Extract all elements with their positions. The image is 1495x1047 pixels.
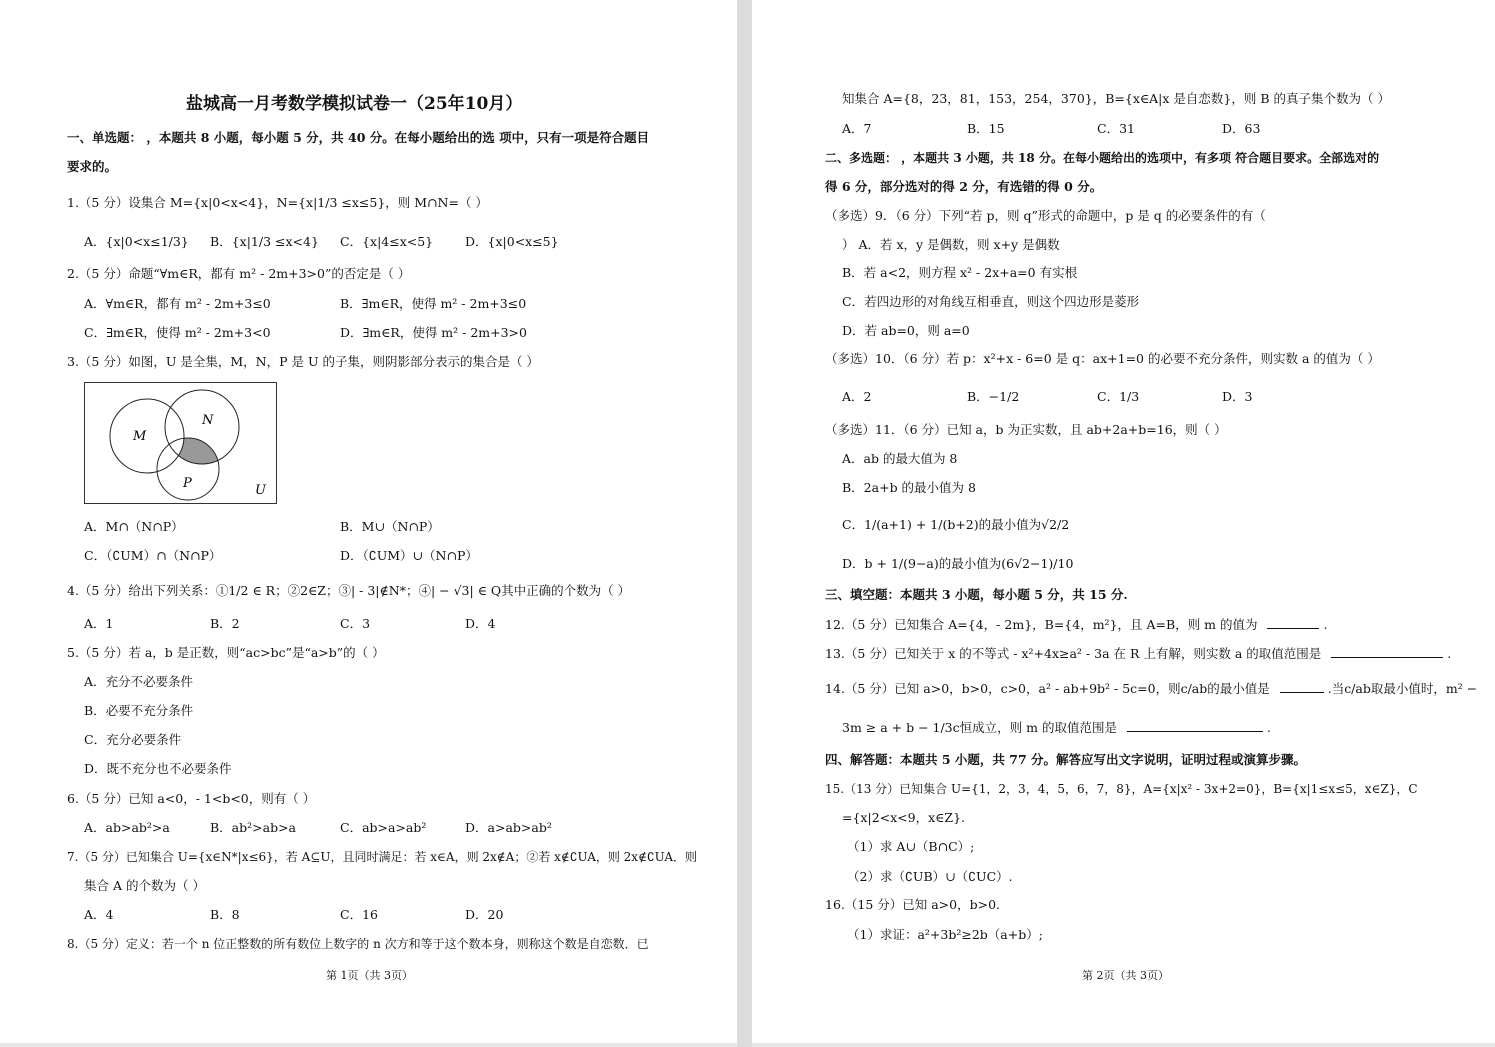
q1-option-b: B．{x|1/3 ≤x<4} [210, 234, 319, 249]
question-12: 12.（5 分）已知集合 A={4，- 2m}，B={4，m²}，且 A=B，则 m 的值为 . [825, 617, 1328, 632]
section4-heading: 四、解答题：本题共 5 小题，共 77 分。解答应写出文字说明，证明过程或演算步骤。 [825, 752, 1307, 767]
question-11: （多选）11．（6 分）已知 a，b 为正实数，且 ab+2a+b=16，则（ ） [825, 422, 1227, 437]
question-9: （多选）9．（6 分）下列“若 p，则 q”形式的命题中，p 是 q 的必要条件的有（ [825, 208, 1266, 223]
q7-option-c: C．16 [340, 907, 378, 922]
question-8: 8.（5 分）定义：若一个 n 位正整数的所有数位上数字的 n 次方和等于这个数本身，则称这个数是自恋数．已 [67, 937, 649, 951]
q2-option-b: B．∃m∈R，使得 m² - 2m+3≤0 [340, 296, 527, 311]
q11-option-a: A．ab 的最大值为 8 [842, 451, 958, 466]
question-15-cont: ={x|2<x<9，x∈Z}. [842, 810, 966, 825]
question-2: 2.（5 分）命题“∀m∈R，都有 m² - 2m+3>0”的否定是（ ） [67, 266, 411, 281]
q11-option-c: C．1/(a+1) + 1/(b+2)的最小值为√2/2 [842, 517, 1070, 532]
venn-label-p: P [183, 476, 192, 491]
q6-option-b: B．ab²>ab>a [210, 820, 297, 835]
q14-answer-blank-2[interactable] [1127, 719, 1263, 732]
question-13: 13.（5 分）已知关于 x 的不等式 - x²+4x≥a² - 3a 在 R 上有解，则实数 a 的取值范围是 . [825, 646, 1452, 661]
q7-option-d: D．20 [465, 907, 504, 922]
venn-label-u: U [255, 483, 266, 498]
page-footer-2: 第 2页（共 3页） [1082, 969, 1169, 982]
section2-heading: 二、多选题： ，本题共 3 小题，共 18 分。在每小题给出的选项中，有多项 符合题目要求。全部选对的 [825, 151, 1380, 165]
question-12-text: 12.（5 分）已知集合 A={4，- 2m}，B={4，m²}，且 A=B，则 m 的值为 [825, 617, 1258, 632]
q9-option-a: ） A．若 x，y 是偶数，则 x+y 是偶数 [842, 237, 1060, 252]
q14-answer-blank-1[interactable] [1280, 680, 1324, 693]
question-14-cont-text: 3m ≥ a + b − 1/3c恒成立，则 m 的取值范围是 [842, 720, 1117, 735]
question-7: 7.（5 分）已知集合 U={x∈N*|x≤6}，若 A⊆U，且同时满足：若 x∈A，则 2x∉A；②若 x∉∁UA，则 2x∉∁UA．则 [67, 850, 698, 864]
q11-option-d: D．b + 1/(9−a)的最小值为(6√2−1)/10 [842, 556, 1074, 571]
q8-option-a: A．7 [842, 121, 872, 136]
q5-option-d: D．既不充分也不必要条件 [84, 761, 232, 776]
q15-part-1: （1）求 A∪（B∩C）; [847, 839, 975, 854]
section1-heading-cont: 要求的。 [67, 159, 118, 174]
question-13-text: 13.（5 分）已知关于 x 的不等式 - x²+4x≥a² - 3a 在 R 上有解，则实数 a 的取值范围是 [825, 646, 1322, 661]
question-10: （多选）10．（6 分）若 p：x²+x - 6=0 是 q：ax+1=0 的必要不充分条件，则实数 a 的值为（ ） [825, 351, 1380, 366]
q2-option-c: C．∃m∈R，使得 m² - 2m+3<0 [84, 325, 271, 340]
section2-heading-cont: 得 6 分，部分选对的得 2 分，有选错的得 0 分。 [825, 179, 1103, 194]
question-14-cont: 3m ≥ a + b − 1/3c恒成立，则 m 的取值范围是 . [842, 720, 1271, 735]
question-14-mid: .当c/ab取最小值时，m² − [1327, 681, 1478, 696]
q4-option-a: A．1 [84, 616, 114, 631]
q7-option-a: A．4 [84, 907, 114, 922]
question-8-cont: 知集合 A={8，23，81，153，254，370}，B={x∈A|x 是自恋数}，则 B 的真子集个数为（ ） [842, 91, 1390, 106]
section3-heading: 三、填空题：本题共 3 小题，每小题 5 分，共 15 分. [825, 587, 1128, 602]
venn-label-m: M [133, 429, 147, 444]
q7-option-b: B．8 [210, 907, 240, 922]
question-1: 1.（5 分）设集合 M={x|0<x<4}，N={x|1/3 ≤x≤5}，则 M∩N=（ ） [67, 195, 488, 210]
q8-option-c: C．31 [1097, 121, 1135, 136]
q4-option-b: B．2 [210, 616, 240, 631]
q6-option-d: D．a>ab>ab² [465, 820, 552, 835]
venn-svg [85, 383, 276, 503]
page-gutter [737, 0, 752, 1047]
question-3: 3.（5 分）如图，U 是全集，M，N，P 是 U 的子集，则阴影部分表示的集合是（ ） [67, 354, 539, 369]
venn-label-n: N [202, 413, 214, 428]
q5-option-a: A．充分不必要条件 [84, 674, 194, 689]
q8-option-b: B．15 [967, 121, 1005, 136]
venn-diagram [84, 382, 277, 504]
q9-option-d: D．若 ab=0，则 a=0 [842, 323, 970, 338]
q4-option-c: C．3 [340, 616, 371, 631]
q6-option-a: A．ab>ab²>a [84, 820, 170, 835]
q6-option-c: C．ab>a>ab² [340, 820, 427, 835]
question-16: 16.（15 分）已知 a>0，b>0. [825, 897, 1001, 912]
q4-option-d: D．4 [465, 616, 496, 631]
document-page-2 [752, 0, 1495, 1043]
question-5: 5.（5 分）若 a，b 是正数，则“ac>bc”是“a>b”的（ ） [67, 645, 385, 660]
q10-option-c: C．1/3 [1097, 389, 1140, 404]
q1-option-c: C．{x|4≤x<5} [340, 234, 434, 249]
q10-option-d: D．3 [1222, 389, 1253, 404]
question-14 [825, 680, 1477, 697]
q1-option-a: A．{x|0<x≤1/3} [84, 234, 189, 249]
document-page-1 [0, 0, 737, 1043]
q1-option-d: D．{x|0<x≤5} [465, 234, 559, 249]
q2-option-d: D．∃m∈R，使得 m² - 2m+3>0 [340, 325, 527, 340]
section1-heading: 一、单选题： ，本题共 8 小题，每小题 5 分，共 40 分。在每小题给出的选 项中，只有一项是符合题目 [67, 130, 650, 145]
question-6: 6.（5 分）已知 a<0，- 1<b<0，则有（ ） [67, 791, 316, 806]
q3-option-d: D．（∁UM）∪（N∩P） [340, 548, 478, 563]
q5-option-b: B．必要不充分条件 [84, 703, 194, 718]
question-7-cont: 集合 A 的个数为（ ） [84, 878, 205, 893]
q10-option-a: A．2 [842, 389, 872, 404]
q3-option-b: B．M∪（N∩P） [340, 519, 440, 534]
q9-option-c: C．若四边形的对角线互相垂直，则这个四边形是菱形 [842, 294, 1140, 309]
q5-option-c: C．充分必要条件 [84, 732, 182, 747]
q2-option-a: A．∀m∈R，都有 m² - 2m+3≤0 [84, 296, 271, 311]
question-4: 4.（5 分）给出下列关系：①1/2 ∈ R；②2∈Z；③| - 3|∉N*；④| − √3| ∈ Q其中正确的个数为（ ） [67, 583, 631, 598]
q11-option-b: B．2a+b 的最小值为 8 [842, 480, 976, 495]
page-footer-1: 第 1页（共 3页） [326, 969, 413, 982]
q3-option-a: A．M∩（N∩P） [84, 519, 184, 534]
q12-answer-blank[interactable] [1267, 616, 1319, 629]
q3-option-c: C．（∁UM）∩（N∩P） [84, 548, 222, 563]
q15-part-2: （2）求（∁UB）∪（∁UC）. [847, 869, 1013, 884]
exam-title: 盐城高一月考数学模拟试卷一（25年10月） [186, 94, 523, 114]
q16-part-1: （1）求证：a²+3b²≥2b（a+b）; [847, 927, 1043, 942]
q8-option-d: D．63 [1222, 121, 1261, 136]
question-15: 15.（13 分）已知集合 U={1，2，3，4，5，6，7，8}，A={x|x² - 3x+2=0}，B={x|1≤x≤5，x∈Z}，C [825, 782, 1418, 796]
q13-answer-blank[interactable] [1331, 645, 1443, 658]
q10-option-b: B．−1/2 [967, 389, 1020, 404]
question-14-text: 14.（5 分）已知 a>0，b>0，c>0，a² - ab+9b² - 5c=0，则c/ab的最小值是 [825, 681, 1270, 696]
q9-option-b: B．若 a<2，则方程 x² - 2x+a=0 有实根 [842, 265, 1078, 280]
